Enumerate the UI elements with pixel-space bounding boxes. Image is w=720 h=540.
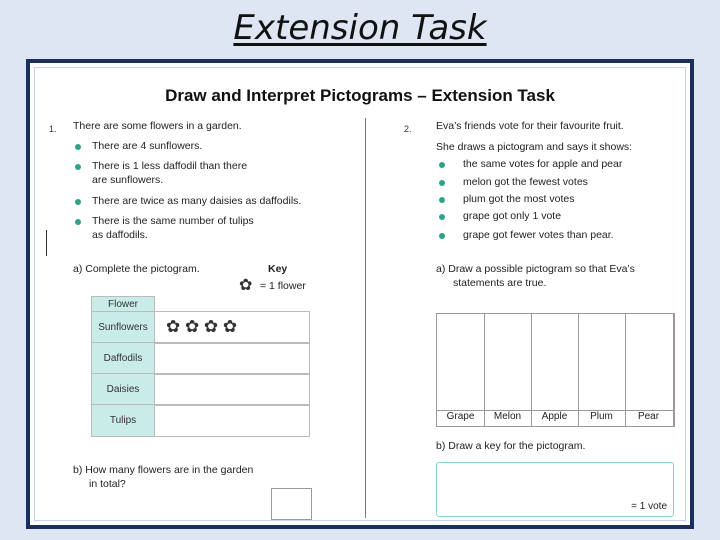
worksheet-frame <box>26 59 694 529</box>
q2-bullet-2: melon got the fewest votes <box>463 176 588 188</box>
q2-bullet-3: plum got the most votes <box>463 193 575 205</box>
flower-icon: ✿ <box>239 277 253 294</box>
q1-bullet-dot <box>75 219 81 225</box>
fruit-pictogram-grid[interactable] <box>436 313 675 427</box>
row-label-daisies: Daisies <box>92 374 155 405</box>
fruit-label-plum: Plum <box>590 411 613 422</box>
fruit-label-pear: Pear <box>637 411 660 422</box>
fruit-label-melon: Melon <box>493 411 522 422</box>
q2-intro: Eva’s friends vote for their favourite fruit. <box>436 120 624 132</box>
q2-bullet-dot <box>439 180 445 186</box>
q2-bullet-dot <box>439 233 445 239</box>
table-row[interactable] <box>91 342 310 375</box>
q1-bullet-3: There are twice as many daisies as daffodils. <box>92 195 302 207</box>
q1-answer-box[interactable] <box>271 488 312 520</box>
q1-intro: There are some flowers in a garden. <box>73 120 242 132</box>
q1-bullet-dot <box>75 199 81 205</box>
q1-key-label: Key <box>268 263 288 275</box>
q2-key-text: = 1 vote <box>631 501 667 512</box>
worksheet-page <box>34 67 686 521</box>
q1-part-a: a) Complete the pictogram. <box>73 263 200 275</box>
q2-intro2: She draws a pictogram and says it shows: <box>436 141 633 153</box>
table-header: Flower <box>91 296 155 313</box>
q2-bullet-5: grape got fewer votes than pear. <box>463 229 614 241</box>
row-label-tulips: Tulips <box>92 405 155 436</box>
q2-bullet-4: grape got only 1 vote <box>463 210 562 222</box>
q1-bullet-1: There are 4 sunflowers. <box>92 140 203 152</box>
fruit-label-grape: Grape <box>446 411 475 422</box>
row-label-daffodils: Daffodils <box>92 343 155 374</box>
worksheet-title: Draw and Interpret Pictograms – Extension Task <box>165 86 555 105</box>
q1-bullet-dot <box>75 164 81 170</box>
margin-mark <box>46 230 47 256</box>
q2-part-a-line2: statements are true. <box>453 277 547 289</box>
q1-key-text: = 1 flower <box>260 280 306 292</box>
q1-bullet-dot <box>75 144 81 150</box>
q2-bullet-dot <box>439 162 445 168</box>
flower-pictogram-table <box>91 296 310 437</box>
q2-part-a: a) Draw a possible pictogram so that Eva’s <box>436 263 635 275</box>
q2-bullet-dot <box>439 214 445 220</box>
slide-title: Extension Task <box>233 8 487 48</box>
q1-part-b: b) How many flowers are in the garden <box>73 464 254 476</box>
q2-bullet-1: the same votes for apple and pear <box>463 158 623 170</box>
table-row <box>91 311 310 344</box>
q2-number: 2. <box>404 124 412 134</box>
q1-bullet-4: There is the same number of tulips <box>92 215 254 227</box>
table-row[interactable] <box>91 404 310 437</box>
q1-bullet-2: There is 1 less daffodil than there <box>92 160 248 172</box>
q2-part-b: b) Draw a key for the pictogram. <box>436 440 586 452</box>
q2-bullet-dot <box>439 197 445 203</box>
q2-key-box[interactable] <box>436 462 674 517</box>
q1-bullet-4b: as daffodils. <box>92 229 148 241</box>
q1-part-b-line2: in total? <box>89 478 126 490</box>
row-label-sunflowers: Sunflowers <box>92 312 155 343</box>
column-divider <box>365 118 366 518</box>
q1-number: 1. <box>49 124 57 134</box>
fruit-label-apple: Apple <box>541 411 568 422</box>
q1-bullet-2b: are sunflowers. <box>92 174 164 186</box>
flower-icon: ✿ ✿ ✿ ✿ <box>166 317 238 336</box>
table-row[interactable] <box>91 373 310 406</box>
